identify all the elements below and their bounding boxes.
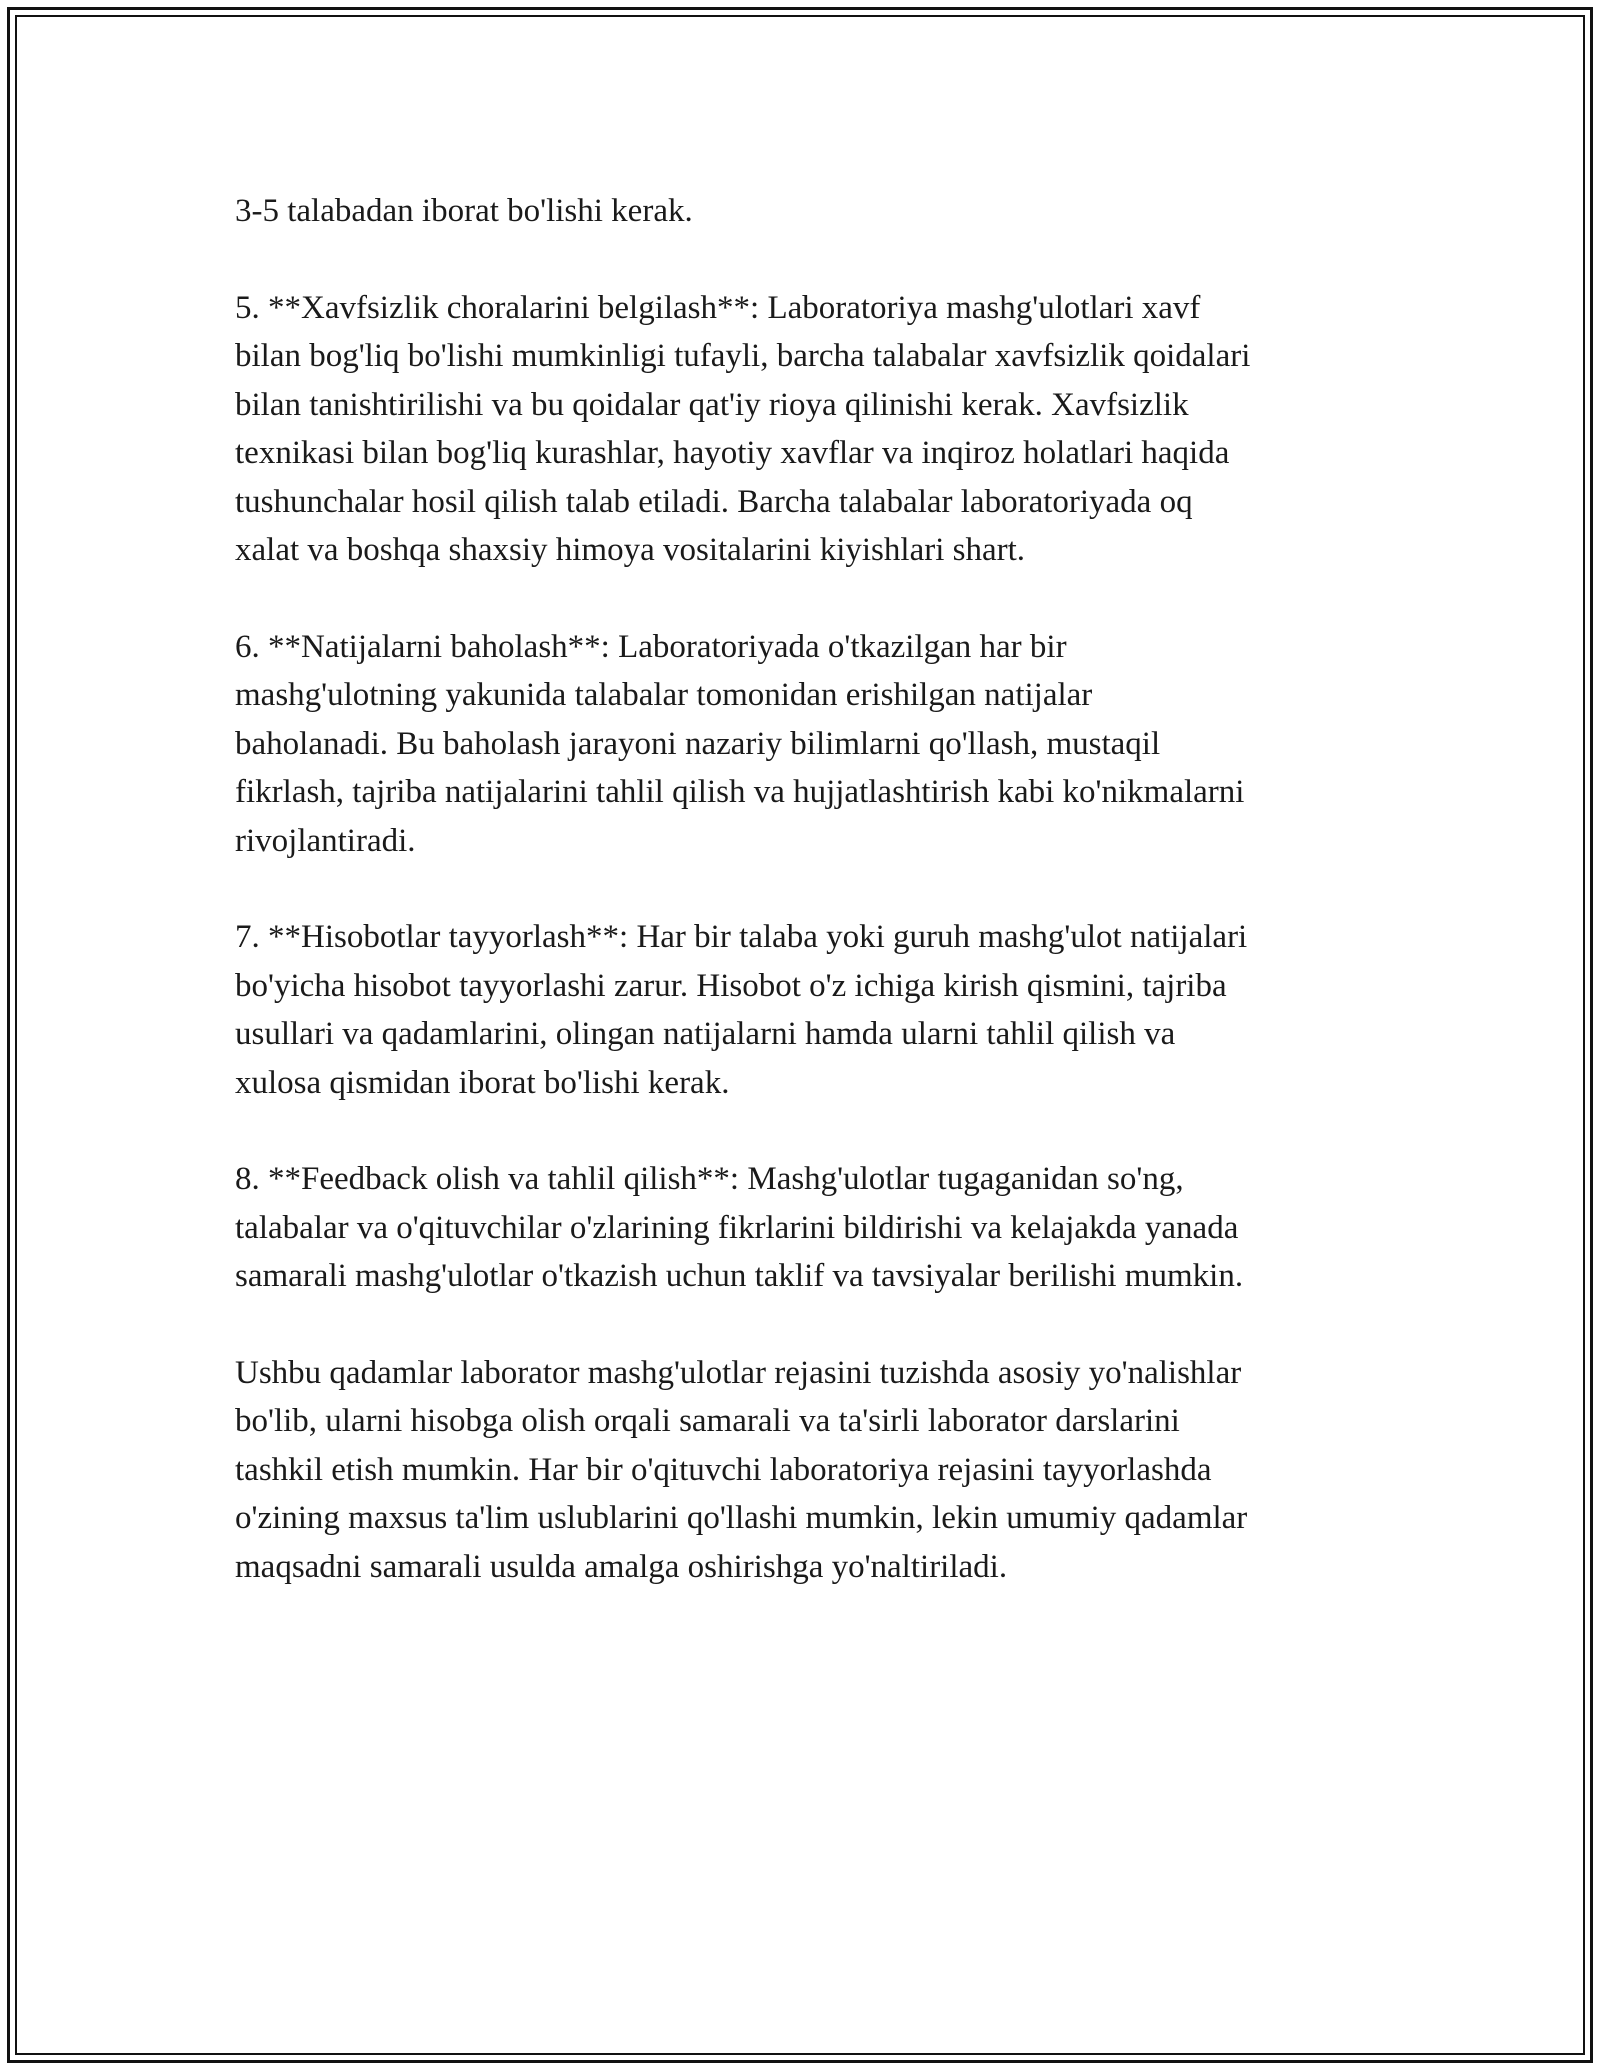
paragraph-results-evaluation: 6. **Natijalarni baholash**: Laboratoriyada o'tkazilgan har bir mashg'ulotning yakunida talabalar tomonidan erishilgan natijalar baholanadi. Bu baholash jarayoni nazariy bilimlarni qo'llash, mustaqil fikrlash, tajriba natijalarini tahlil qilish va hujjatlashtirish kabi ko'nikmalarni rivojlantiradi. xyxy=(235,628,1245,859)
paragraph-feedback: 8. **Feedback olish va tahlil qilish**: Mashg'ulotlar tugaganidan so'ng, talabalar va o'qituvchilar o'zlarining fikrlarini bildirishi va kelajakda yanada samarali mashg'ulotlar o'tkazish uchun taklif va tavsiyalar berilishi mumkin. xyxy=(235,1161,1244,1294)
document-body xyxy=(235,187,1375,1639)
paragraph-conclusion: Ushbu qadamlar laborator mashg'ulotlar rejasini tuzishda asosiy yo'nalishlar bo'lib, ularni hisobga olish orqali samarali va ta'sirli laborator darslarini tashkil etish mumkin. Har bir o'qituvchi laboratoriya rejasini tayyorlashda o'zining maxsus ta'lim uslublarini qo'llashi mumkin, lekin umumiy qadamlar maqsadni samarali usulda amalga oshirishga yo'naltiriladi. xyxy=(235,1354,1248,1585)
paragraph-safety-measures: 5. **Xavfsizlik choralarini belgilash**: Laboratoriya mashg'ulotlari xavf bilan bog'liq bo'lishi mumkinligi tufayli, barcha talabalar xavfsizlik qoidalari bilan tanishtirilishi va bu qoidalar qat'iy rioya qilinishi kerak. Xavfsizlik texnikasi bilan bog'liq kurashlar, hayotiy xavflar va inqiroz holatlari haqida tushunchalar hosil qilish talab etiladi. Barcha talabalar laboratoriyada oq xalat va boshqa shaxsiy himoya vositalarini kiyishlari shart. xyxy=(235,289,1251,568)
paragraph-continuation: 3-5 talabadan iborat bo'lishi kerak. xyxy=(235,193,693,229)
paragraph-report-preparation: 7. **Hisobotlar tayyorlash**: Har bir talaba yoki guruh mashg'ulot natijalari bo'yicha hisobot tayyorlashi zarur. Hisobot o'z ichiga kirish qismini, tajriba usullari va qadamlarini, olingan natijalarni hamda ularni tahlil qilish va xulosa qismidan iborat bo'lishi kerak. xyxy=(235,919,1248,1101)
